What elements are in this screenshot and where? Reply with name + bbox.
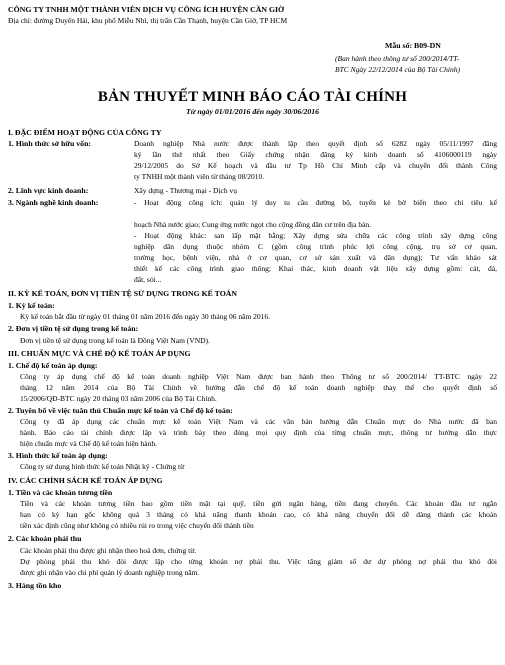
compliance-line: Công ty đã áp dụng các chuẩn mực kế toán Việt Nam và các văn bản hướng dẫn Chuẩn mực do Nhà nước đã ban	[20, 418, 497, 426]
ownership-line: ty TNHH một thành viên từ tháng 08/2010.	[134, 172, 265, 181]
accounting-regime-line: tháng 12 năm 2014 của Bộ Tài Chính về hướng dẫn chế độ kế toán doanh nghiệp thay thế cho quyết định số	[20, 384, 497, 392]
accounting-period-text: Kỳ kế toán bắt đầu từ ngày 01 tháng 01 năm 2016 đến ngày 30 tháng 06 năm 2016.	[20, 312, 271, 321]
section-3-heading: III. CHUẨN MỰC VÀ CHẾ ĐỘ KẾ TOÁN ÁP DỤNG	[8, 349, 191, 358]
company-name: CÔNG TY TNHH MỘT THÀNH VIÊN DỊCH VỤ CÔNG ÍCH HUYỆN CẦN GIỜ	[8, 5, 285, 14]
receivables-line: được ghi nhận vào chi phí quản lý doanh nghiệp trong năm.	[20, 568, 200, 577]
business-field-value: Xây dựng - Thương mại - Dịch vụ	[134, 186, 237, 195]
bookkeeping-form-text: Công ty sử dụng hình thức kế toán Nhật ký - Chứng từ	[20, 462, 185, 471]
compliance-line: hiện chuẩn mực và Chế độ kế toán hiện hành.	[20, 439, 157, 448]
cash-line: Tiền và các khoản tương tiền bao gồm tiền mặt tại quỹ, tiền gửi ngân hàng, tiền đang chuyển. Các khoản đầu tư ngắn	[20, 500, 497, 508]
section-1-heading: I. ĐẶC ĐIỂM HOẠT ĐỘNG CỦA CÔNG TY	[8, 128, 162, 137]
cash-label: 1. Tiền và các khoản tương tiền	[8, 488, 113, 497]
business-lines-line: trường học, bệnh viện, nhà ở cơ quan, cơ sở sản xuất và dân dụng); Tư vấn khảo sát	[134, 254, 497, 262]
form-code: Mẫu số: B09-DN	[385, 41, 441, 50]
compliance-label: 2. Tuyên bố về việc tuân thủ Chuẩn mực kế toán và Chế độ kế toán:	[8, 406, 233, 415]
receivables-line: Dự phòng phải thu khó đòi được lập cho từng khoản nợ phải thu. Việc tăng giảm số dư dự phòng nợ phải thu khó đòi	[20, 558, 497, 566]
business-lines-line: thiết kế các công trình giao thông; Khai thác, kinh doanh vật liệu xây dựng gồm: cát, đá,	[134, 265, 497, 273]
report-period: Từ ngày 01/01/2016 đến ngày 30/06/2016	[185, 107, 320, 116]
accounting-period-label: 1. Kỳ kế toán:	[8, 301, 55, 310]
accounting-regime-line: 15/2006/QĐ-BTC ngày 20 tháng 03 năm 2006 của Bộ Tài Chính.	[20, 394, 217, 403]
form-note-line2: BTC Ngày 22/12/2014 của Bộ Tài Chính)	[335, 65, 461, 74]
accounting-regime-label: 1. Chế độ kế toán áp dụng:	[8, 361, 98, 370]
receivables-label: 2. Các khoản phải thu	[8, 534, 82, 543]
form-note-line1: (Ban hành theo thông tư số 200/2014/TT-	[335, 54, 460, 63]
cash-line: tiền xác định cũng như không có nhiều rủi ro trong việc chuyển đổi thành tiền	[20, 521, 254, 530]
receivables-line: Các khoản phải thu được ghi nhận theo hoá đơn, chứng từ.	[20, 546, 197, 555]
section-2-heading: II. KỲ KẾ TOÁN, ĐƠN VỊ TIỀN TỆ SỬ DỤNG TRONG KẾ TOÁN	[8, 289, 238, 298]
ownership-label: 1. Hình thức sở hữu vốn:	[8, 139, 92, 148]
section-4-heading: IV. CÁC CHÍNH SÁCH KẾ TOÁN ÁP DỤNG	[8, 476, 163, 485]
ownership-line: 29/12/2005 do Sở Kế hoạch và đầu tư Tp Hồ Chí Minh cấp và chuyển đổi thành Công	[134, 162, 497, 170]
business-field-label: 2. Lĩnh vực kinh doanh:	[8, 186, 89, 195]
accounting-regime-line: Công ty áp dụng chế độ kế toán doanh nghiệp Việt Nam được ban hành theo Thông tư số 200/2014/ TT-BTC ngày 22	[20, 373, 497, 381]
business-lines-line: nghiệp dân dụng thuộc nhóm C (gồm công trình phúc lợi công cộng, trụ sở cơ quan,	[134, 243, 497, 251]
ownership-line: Doanh nghiệp Nhà nước được thành lập theo quyết định số 6282 ngày 05/11/1997 đăng	[134, 140, 497, 148]
business-lines-line: - Hoạt động công ích: quản lý duy tu cầu đường bộ, tuyến kè bờ biển theo chỉ tiêu kế	[134, 199, 497, 207]
currency-text: Đơn vị tiền tệ sử dụng trong kế toán là Đồng Việt Nam (VND).	[20, 336, 210, 345]
compliance-line: hành. Báo cáo tài chính được lập và trình bày theo đúng mọi quy định của từng chuẩn mực, thông tư hướng dẫn thực	[20, 429, 497, 437]
business-lines-label: 3. Ngành nghề kinh doanh:	[8, 198, 99, 207]
company-address: Địa chỉ: đường Duyên Hải, khu phố Miễu Nhì, thị trấn Cần Thạnh, huyện Cần Giờ, TP HCM	[8, 16, 288, 25]
inventory-label: 3. Hàng tồn kho	[8, 581, 62, 590]
business-lines-line: đất, sỏi...	[134, 275, 162, 284]
business-lines-line: - Hoạt động khác: san lấp mặt bằng; Xây dựng sửa chữa các công trình xây dựng công	[134, 232, 497, 240]
bookkeeping-form-label: 3. Hình thức kế toán áp dụng:	[8, 451, 108, 460]
document-title: BẢN THUYẾT MINH BÁO CÁO TÀI CHÍNH	[97, 89, 408, 105]
business-lines-line: hoạch Nhà nước giao; Cung ứng nước ngọt cho cộng đồng dân cư trên địa bàn.	[134, 220, 372, 229]
currency-label: 2. Đơn vị tiền tệ sử dụng trong kế toán:	[8, 324, 139, 333]
cash-line: hạn có kỳ hạn gốc không quá 3 tháng có khả năng thanh khoản cao, có khả năng chuyển đổi dễ dàng thành các khoản	[20, 511, 497, 519]
ownership-line: ký lần thứ nhất theo Giấy chứng nhận đăng ký kinh doanh số 4106000119 ngày	[134, 151, 497, 159]
